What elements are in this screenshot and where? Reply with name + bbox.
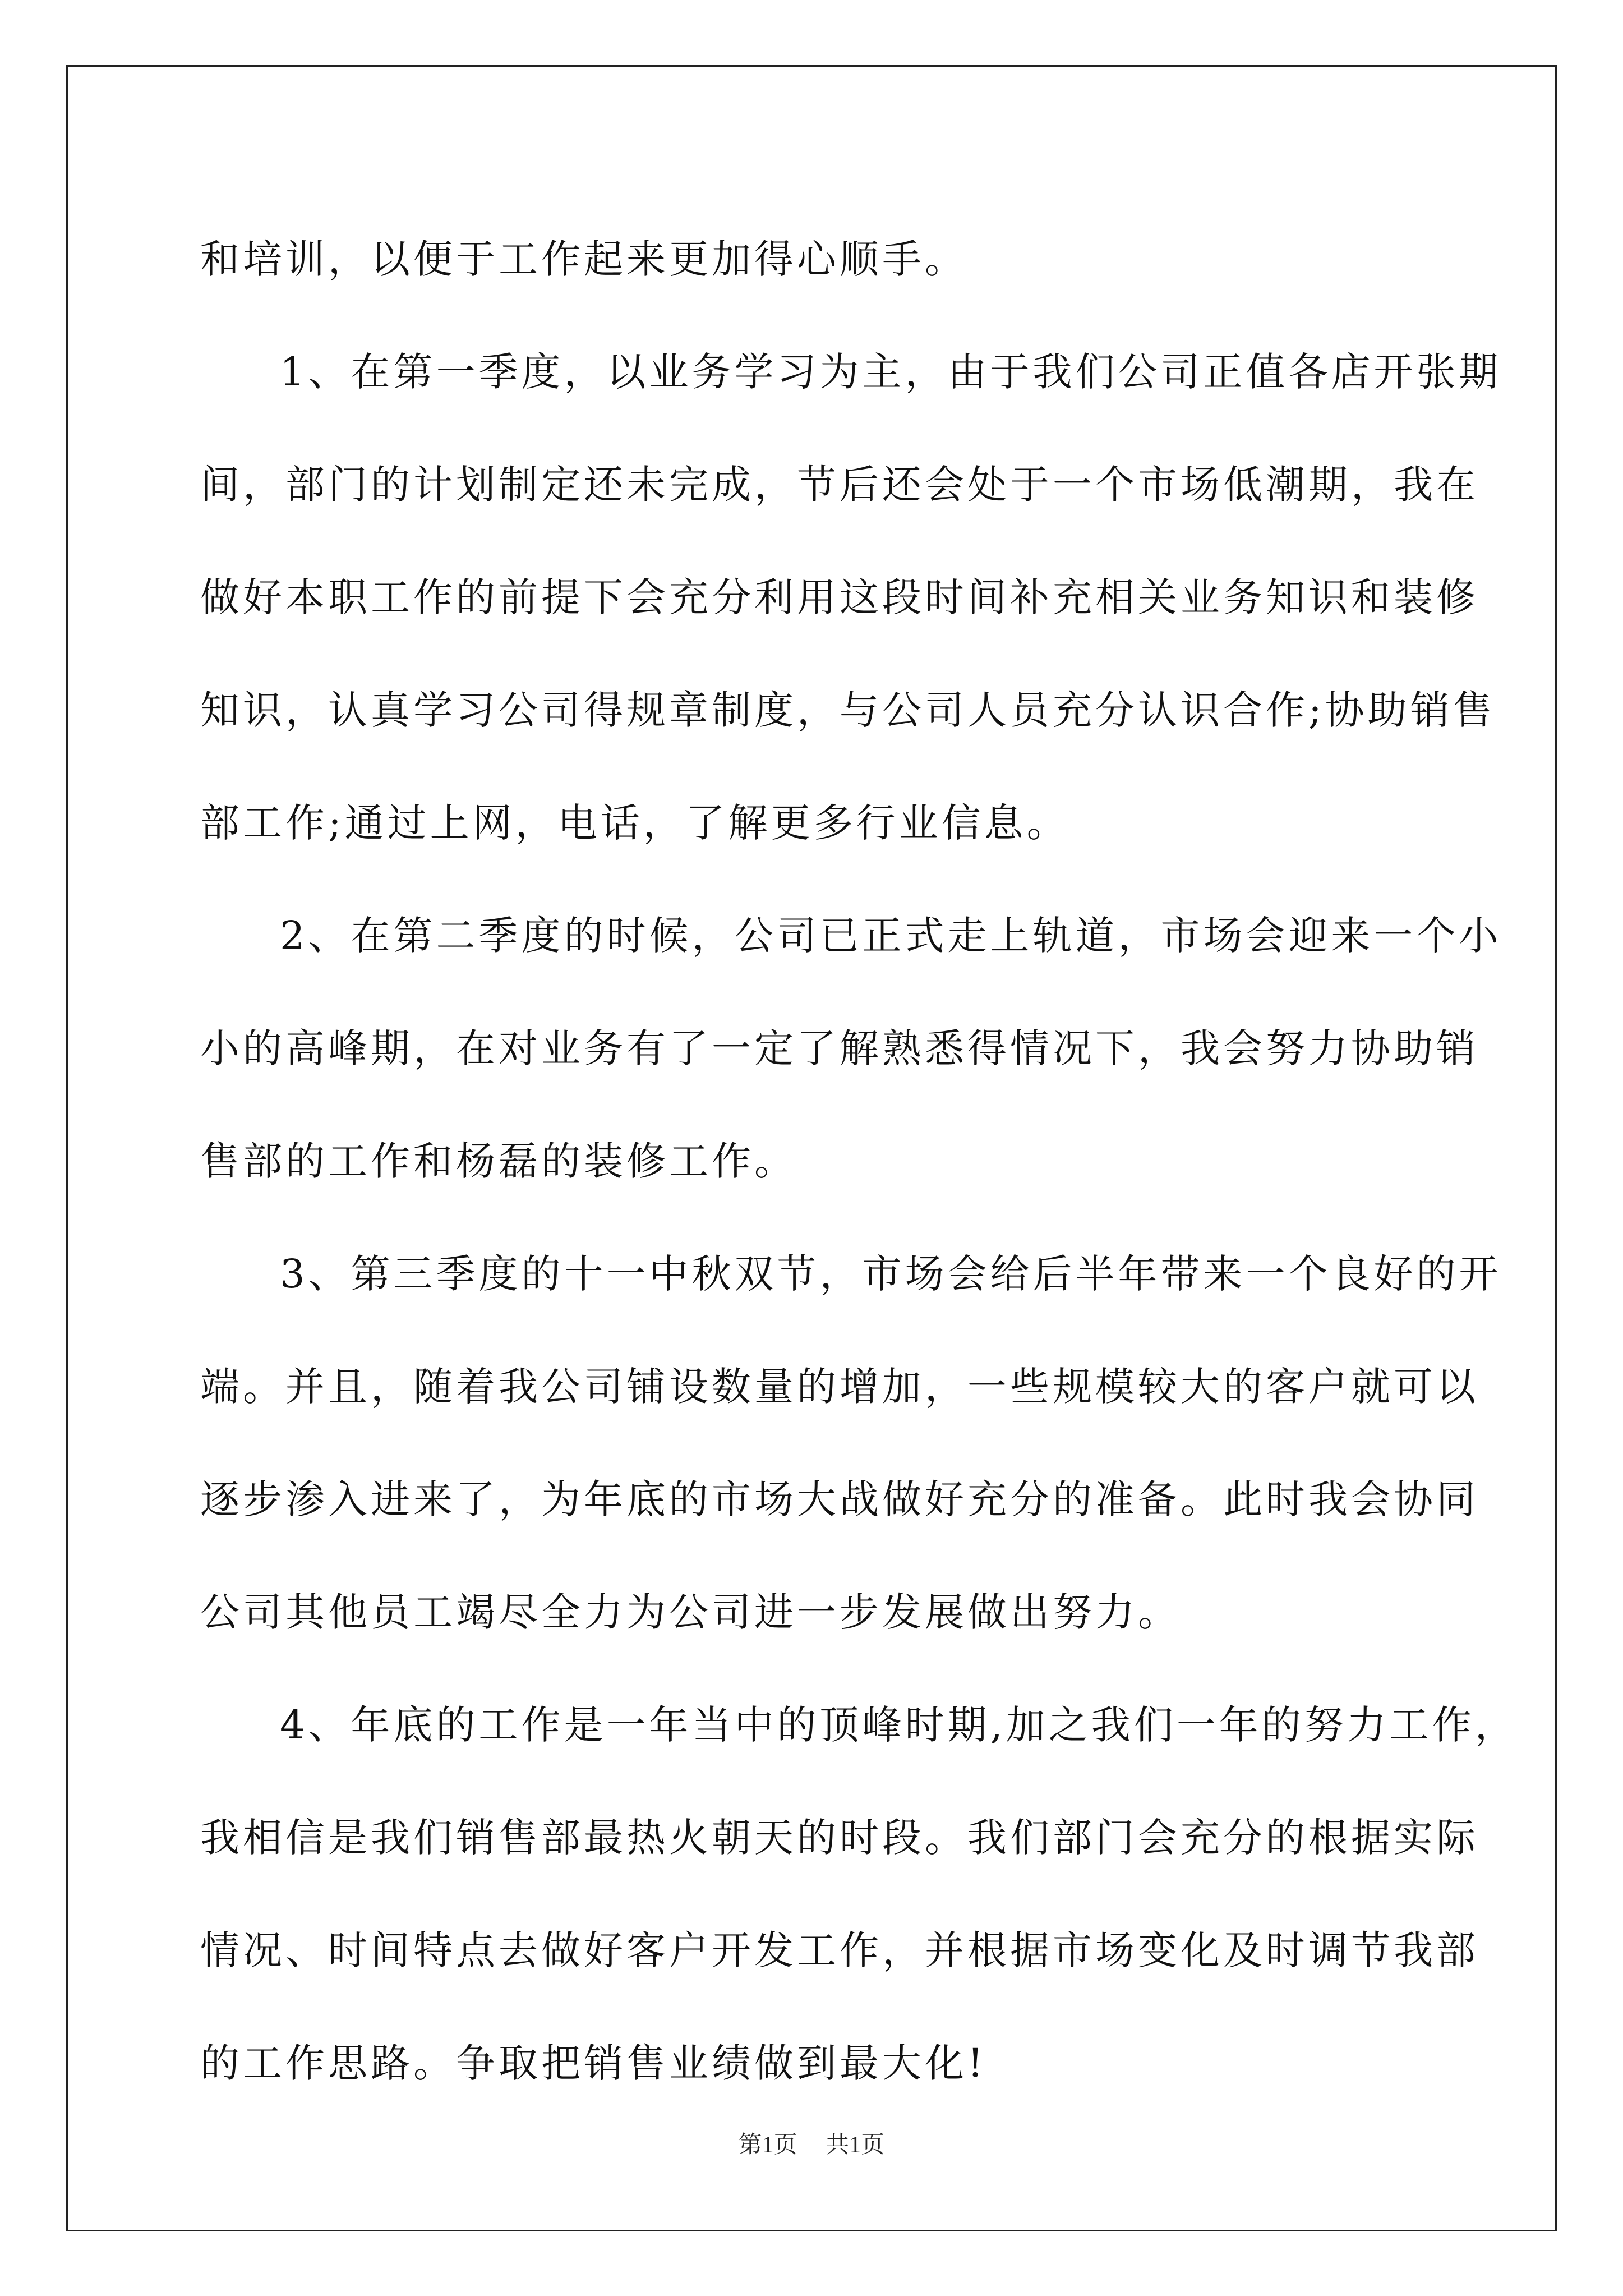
- text-line: 我相信是我们销售部最热火朝天的时段。我们部门会充分的根据实际: [200, 1815, 1479, 1861]
- text-line: 1、在第一季度，以业务学习为主，由于我们公司正值各店开张期: [280, 349, 1502, 395]
- text-line: 情况、时间特点去做好客户开发工作，并根据市场变化及时调节我部: [200, 1927, 1479, 1973]
- text-line: 做好本职工作的前提下会充分利用这段时间补充相关业务知识和装修: [200, 574, 1479, 620]
- text-line: 3、第三季度的十一中秋双节，市场会给后半年带来一个良好的开: [280, 1251, 1502, 1297]
- text-line: 公司其他员工竭尽全力为公司进一步发展做出努力。: [200, 1589, 1181, 1635]
- page-number: 第1页: [738, 2132, 797, 2158]
- text-line: 售部的工作和杨磊的装修工作。: [200, 1138, 797, 1184]
- text-line: 和培训，以便于工作起来更加得心顺手。: [200, 236, 967, 282]
- text-line: 端。并且，随着我公司铺设数量的增加，一些规模较大的客户就可以: [200, 1364, 1479, 1410]
- text-line: 知识，认真学习公司得规章制度，与公司人员充分认识合作;协助销售: [200, 687, 1496, 733]
- text-line: 间，部门的计划制定还未完成，节后还会处于一个市场低潮期，我在: [200, 462, 1479, 508]
- text-line: 2、在第二季度的时候，公司已正式走上轨道，市场会迎来一个小: [280, 913, 1502, 959]
- text-line: 逐步渗入进来了，为年底的市场大战做好充分的准备。此时我会协同: [200, 1476, 1479, 1522]
- page-count: 共1页: [826, 2132, 885, 2158]
- text-line: 4、年底的工作是一年当中的顶峰时期,加之我们一年的努力工作，: [280, 1702, 1518, 1748]
- document-body: [200, 203, 1518, 2120]
- text-line: 小的高峰期，在对业务有了一定了解熟悉得情况下，我会努力协助销: [200, 1025, 1479, 1071]
- text-line: 部工作;通过上网，电话，了解更多行业信息。: [200, 800, 1069, 846]
- page-footer: [0, 2126, 1623, 2160]
- text-line: 的工作思路。争取把销售业绩做到最大化!: [200, 2040, 987, 2086]
